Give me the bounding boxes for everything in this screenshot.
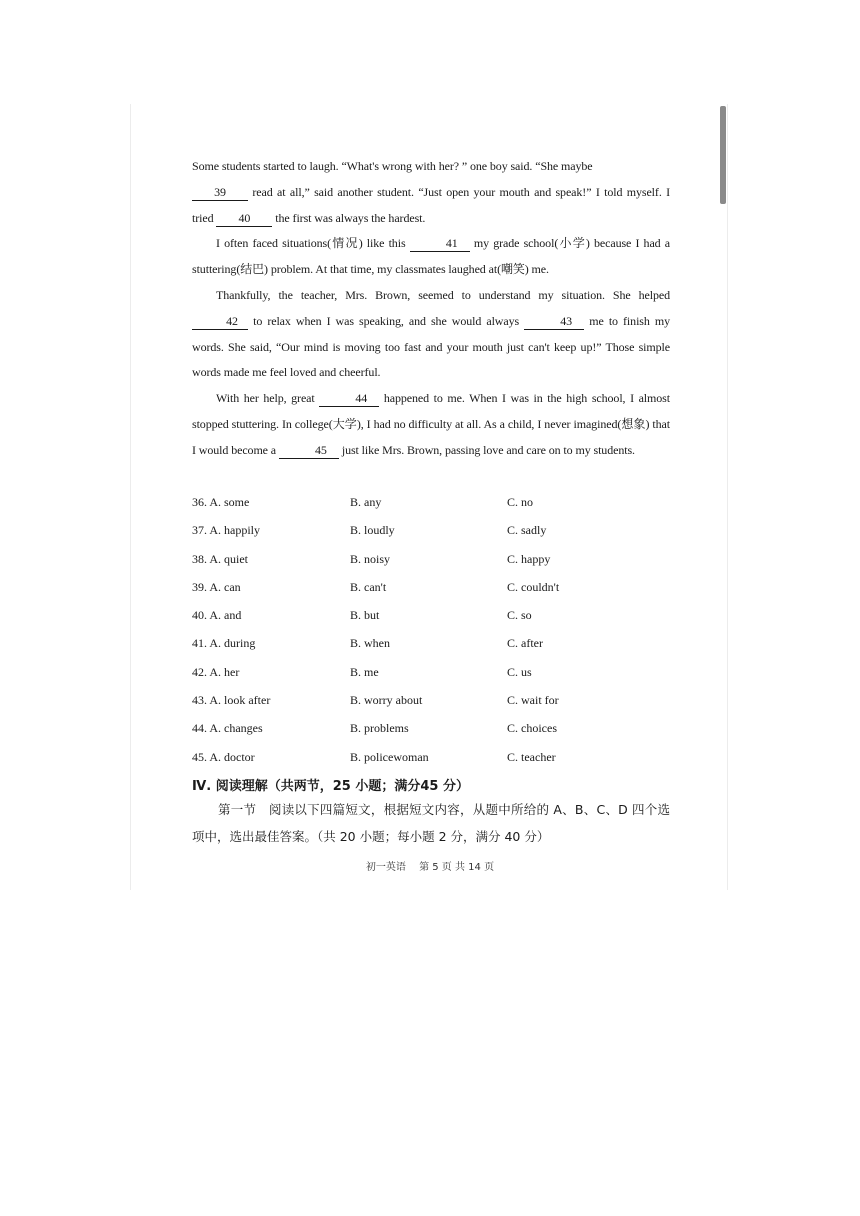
option-b: B. worry about	[350, 693, 423, 708]
paragraph-text: me to finish my words. She said, “Our mind is moving too fast and your mouth just can't keep up!” Those simple words made me feel loved and cheerful.	[192, 313, 670, 380]
option-row	[192, 687, 672, 715]
option-row	[192, 574, 672, 602]
option-c: C. so	[507, 608, 532, 623]
option-row	[192, 489, 672, 517]
option-row	[192, 659, 672, 687]
option-a: 40. A. and	[192, 608, 242, 623]
option-b: B. problems	[350, 721, 409, 736]
option-row	[192, 546, 672, 574]
blank-40: 40	[216, 211, 272, 227]
paragraph-2	[192, 231, 670, 283]
option-a: 37. A. happily	[192, 523, 260, 538]
paragraph-1	[192, 154, 670, 231]
page-footer: 初一英语 第 5 页 共 14 页	[365, 862, 495, 873]
paragraph-text: With her help, great	[216, 391, 320, 406]
option-a: 45. A. doctor	[192, 749, 255, 764]
paragraph-text: read at all,” said another student. “Just open your mouth and speak!” I told myself. I tried	[192, 184, 670, 225]
blank-42: 42	[192, 314, 248, 330]
scrollbar-thumb[interactable]	[720, 106, 726, 204]
option-c: C. sadly	[507, 523, 547, 538]
option-row	[192, 602, 672, 630]
paragraph-text: to relax when I was speaking, and she would always	[248, 313, 525, 328]
cloze-passage	[192, 154, 670, 464]
option-a: 42. A. her	[192, 664, 240, 679]
paragraph-text: the first was always the hardest.	[272, 210, 426, 225]
option-c: C. us	[507, 664, 532, 679]
option-c: C. no	[507, 495, 534, 509]
option-a: 38. A. quiet	[192, 551, 248, 566]
option-c: C. after	[507, 636, 543, 651]
paragraph-text: happened to me. When I was in the high school, I almost stopped stuttering. In college(大学), I had no difficulty at all. As a child, I never imagined(想象) that I would become a	[192, 391, 670, 457]
blank-45: 45	[279, 443, 339, 459]
option-row	[192, 744, 672, 772]
paragraph-4	[192, 386, 670, 463]
option-c: C. couldn't	[507, 579, 560, 594]
section-instruction: 第一节 阅读以下四篇短文，根据短文内容，从题中所给的 A、B、C、D 四个选项中，选出最佳答案。（共 20 小题；每小题 2 分，满分 40 分）	[192, 802, 670, 844]
paragraph-text: Some students started to laugh. “What's wrong with her? ” one boy said. “She maybe	[192, 159, 593, 173]
option-b: B. noisy	[350, 551, 391, 566]
blank-44: 44	[319, 391, 379, 407]
page-left-edge	[130, 104, 131, 890]
paragraph-text: my grade school(小学) because I had a stuttering(结巴) problem. At that time, my classmates laughed at(嘲笑) me.	[192, 236, 670, 277]
paragraph-text: just like Mrs. Brown, passing love and care on to my students.	[338, 442, 635, 457]
paragraph-text: Thankfully, the teacher, Mrs. Brown, seemed to understand my situation. She helped	[216, 287, 670, 302]
option-a: 43. A. look after	[192, 693, 271, 708]
paragraph-text: I often faced situations(情况) like this	[216, 236, 410, 251]
option-b: B. but	[350, 608, 380, 623]
option-c: C. teacher	[507, 749, 556, 764]
paragraph-3	[192, 283, 670, 386]
section-heading: Ⅳ. 阅读理解（共两节，25 小题；满分45 分）	[192, 779, 469, 794]
option-a: 44. A. changes	[192, 721, 263, 736]
option-row	[192, 517, 672, 545]
answer-options	[192, 489, 672, 772]
option-c: C. wait for	[507, 693, 559, 708]
option-a: 41. A. during	[192, 636, 256, 651]
option-c: C. choices	[507, 721, 557, 736]
page-right-edge	[727, 104, 728, 890]
option-a: 39. A. can	[192, 579, 241, 594]
option-b: B. policewoman	[350, 749, 429, 764]
option-row	[192, 715, 672, 743]
option-b: B. any	[350, 495, 382, 509]
blank-43: 43	[524, 314, 584, 330]
option-b: B. loudly	[350, 523, 395, 538]
blank-41: 41	[410, 236, 470, 252]
option-row	[192, 630, 672, 658]
option-b: B. me	[350, 664, 379, 679]
blank-39: 39	[192, 185, 248, 201]
option-b: B. when	[350, 636, 390, 651]
option-b: B. can't	[350, 579, 387, 594]
option-c: C. happy	[507, 551, 551, 566]
option-a: 36. A. some	[192, 495, 250, 509]
